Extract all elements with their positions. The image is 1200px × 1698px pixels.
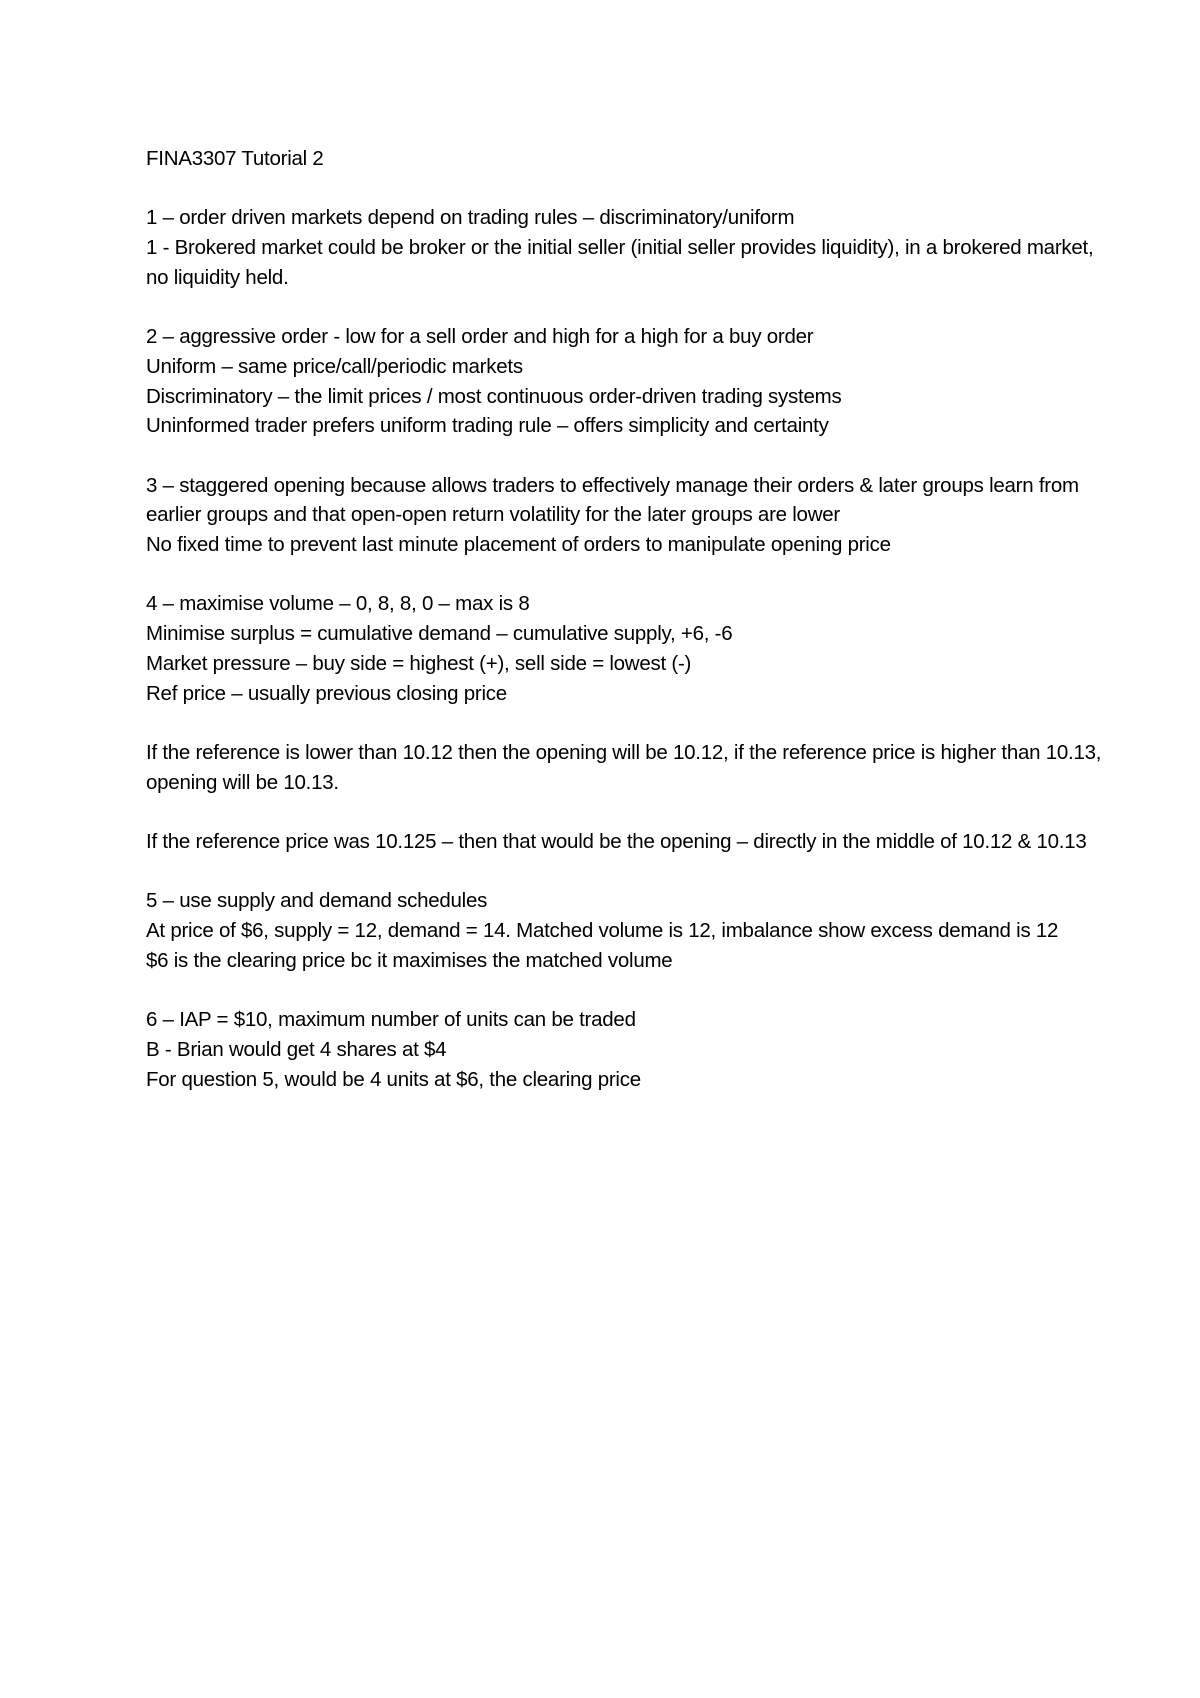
paragraph-gap: [146, 293, 1106, 323]
section-6: [146, 1005, 1106, 1094]
paragraph-gap: [146, 976, 1106, 1006]
text-line: Uninformed trader prefers uniform trading rule – offers simplicity and certainty: [146, 414, 829, 438]
text-line: 5 – use supply and demand schedules: [146, 889, 488, 913]
paragraph-gap: [146, 441, 1106, 471]
section-reference-low-high: [146, 738, 1106, 797]
document-page: [146, 144, 1106, 1094]
paragraph-gap: [146, 174, 1106, 204]
text-line: If the reference price was 10.125 – then that would be the opening – directly in the middle of 10.12 & 10.13: [146, 830, 1087, 854]
text-line: At price of $6, supply = 12, demand = 14. Matched volume is 12, imbalance show excess demand is 12: [146, 919, 1059, 943]
section-4: [146, 589, 1106, 708]
paragraph-gap: [146, 797, 1106, 827]
section-2: [146, 322, 1106, 441]
section-reference-middle: [146, 827, 1106, 857]
text-line: Minimise surplus = cumulative demand – cumulative supply, +6, -6: [146, 622, 733, 646]
document-title: FINA3307 Tutorial 2: [146, 147, 324, 170]
paragraph-gap: [146, 708, 1106, 738]
text-line: B - Brian would get 4 shares at $4: [146, 1037, 447, 1061]
section-1: [146, 203, 1106, 292]
text-line: If the reference is lower than 10.12 then the opening will be 10.12, if the reference price is higher than 10.13, opening will be 10.13.: [146, 740, 1102, 794]
text-line: For question 5, would be 4 units at $6, the clearing price: [146, 1067, 641, 1091]
text-line: Ref price – usually previous closing price: [146, 681, 507, 705]
section-3: [146, 471, 1106, 560]
text-line: $6 is the clearing price bc it maximises the matched volume: [146, 948, 673, 972]
text-line: Uniform – same price/call/periodic markets: [146, 354, 523, 378]
text-line: Market pressure – buy side = highest (+), sell side = lowest (-): [146, 651, 692, 675]
section-5: [146, 886, 1106, 975]
paragraph-gap: [146, 560, 1106, 590]
text-line: 2 – aggressive order - low for a sell order and high for a high for a buy order: [146, 325, 814, 349]
text-line: 1 – order driven markets depend on trading rules – discriminatory/uniform: [146, 206, 795, 230]
text-line: 3 – staggered opening because allows traders to effectively manage their orders & later groups learn from earlier groups and that open-open return volatility for the later groups are lower: [146, 473, 1079, 527]
paragraph-gap: [146, 857, 1106, 887]
text-line: 6 – IAP = $10, maximum number of units can be traded: [146, 1008, 636, 1032]
text-line: Discriminatory – the limit prices / most continuous order-driven trading systems: [146, 384, 842, 408]
text-line: 4 – maximise volume – 0, 8, 8, 0 – max is 8: [146, 592, 530, 616]
text-line: No fixed time to prevent last minute placement of orders to manipulate opening price: [146, 533, 891, 557]
text-line: 1 - Brokered market could be broker or the initial seller (initial seller provides liquidity), in a brokered market, no liquidity held.: [146, 236, 1094, 289]
